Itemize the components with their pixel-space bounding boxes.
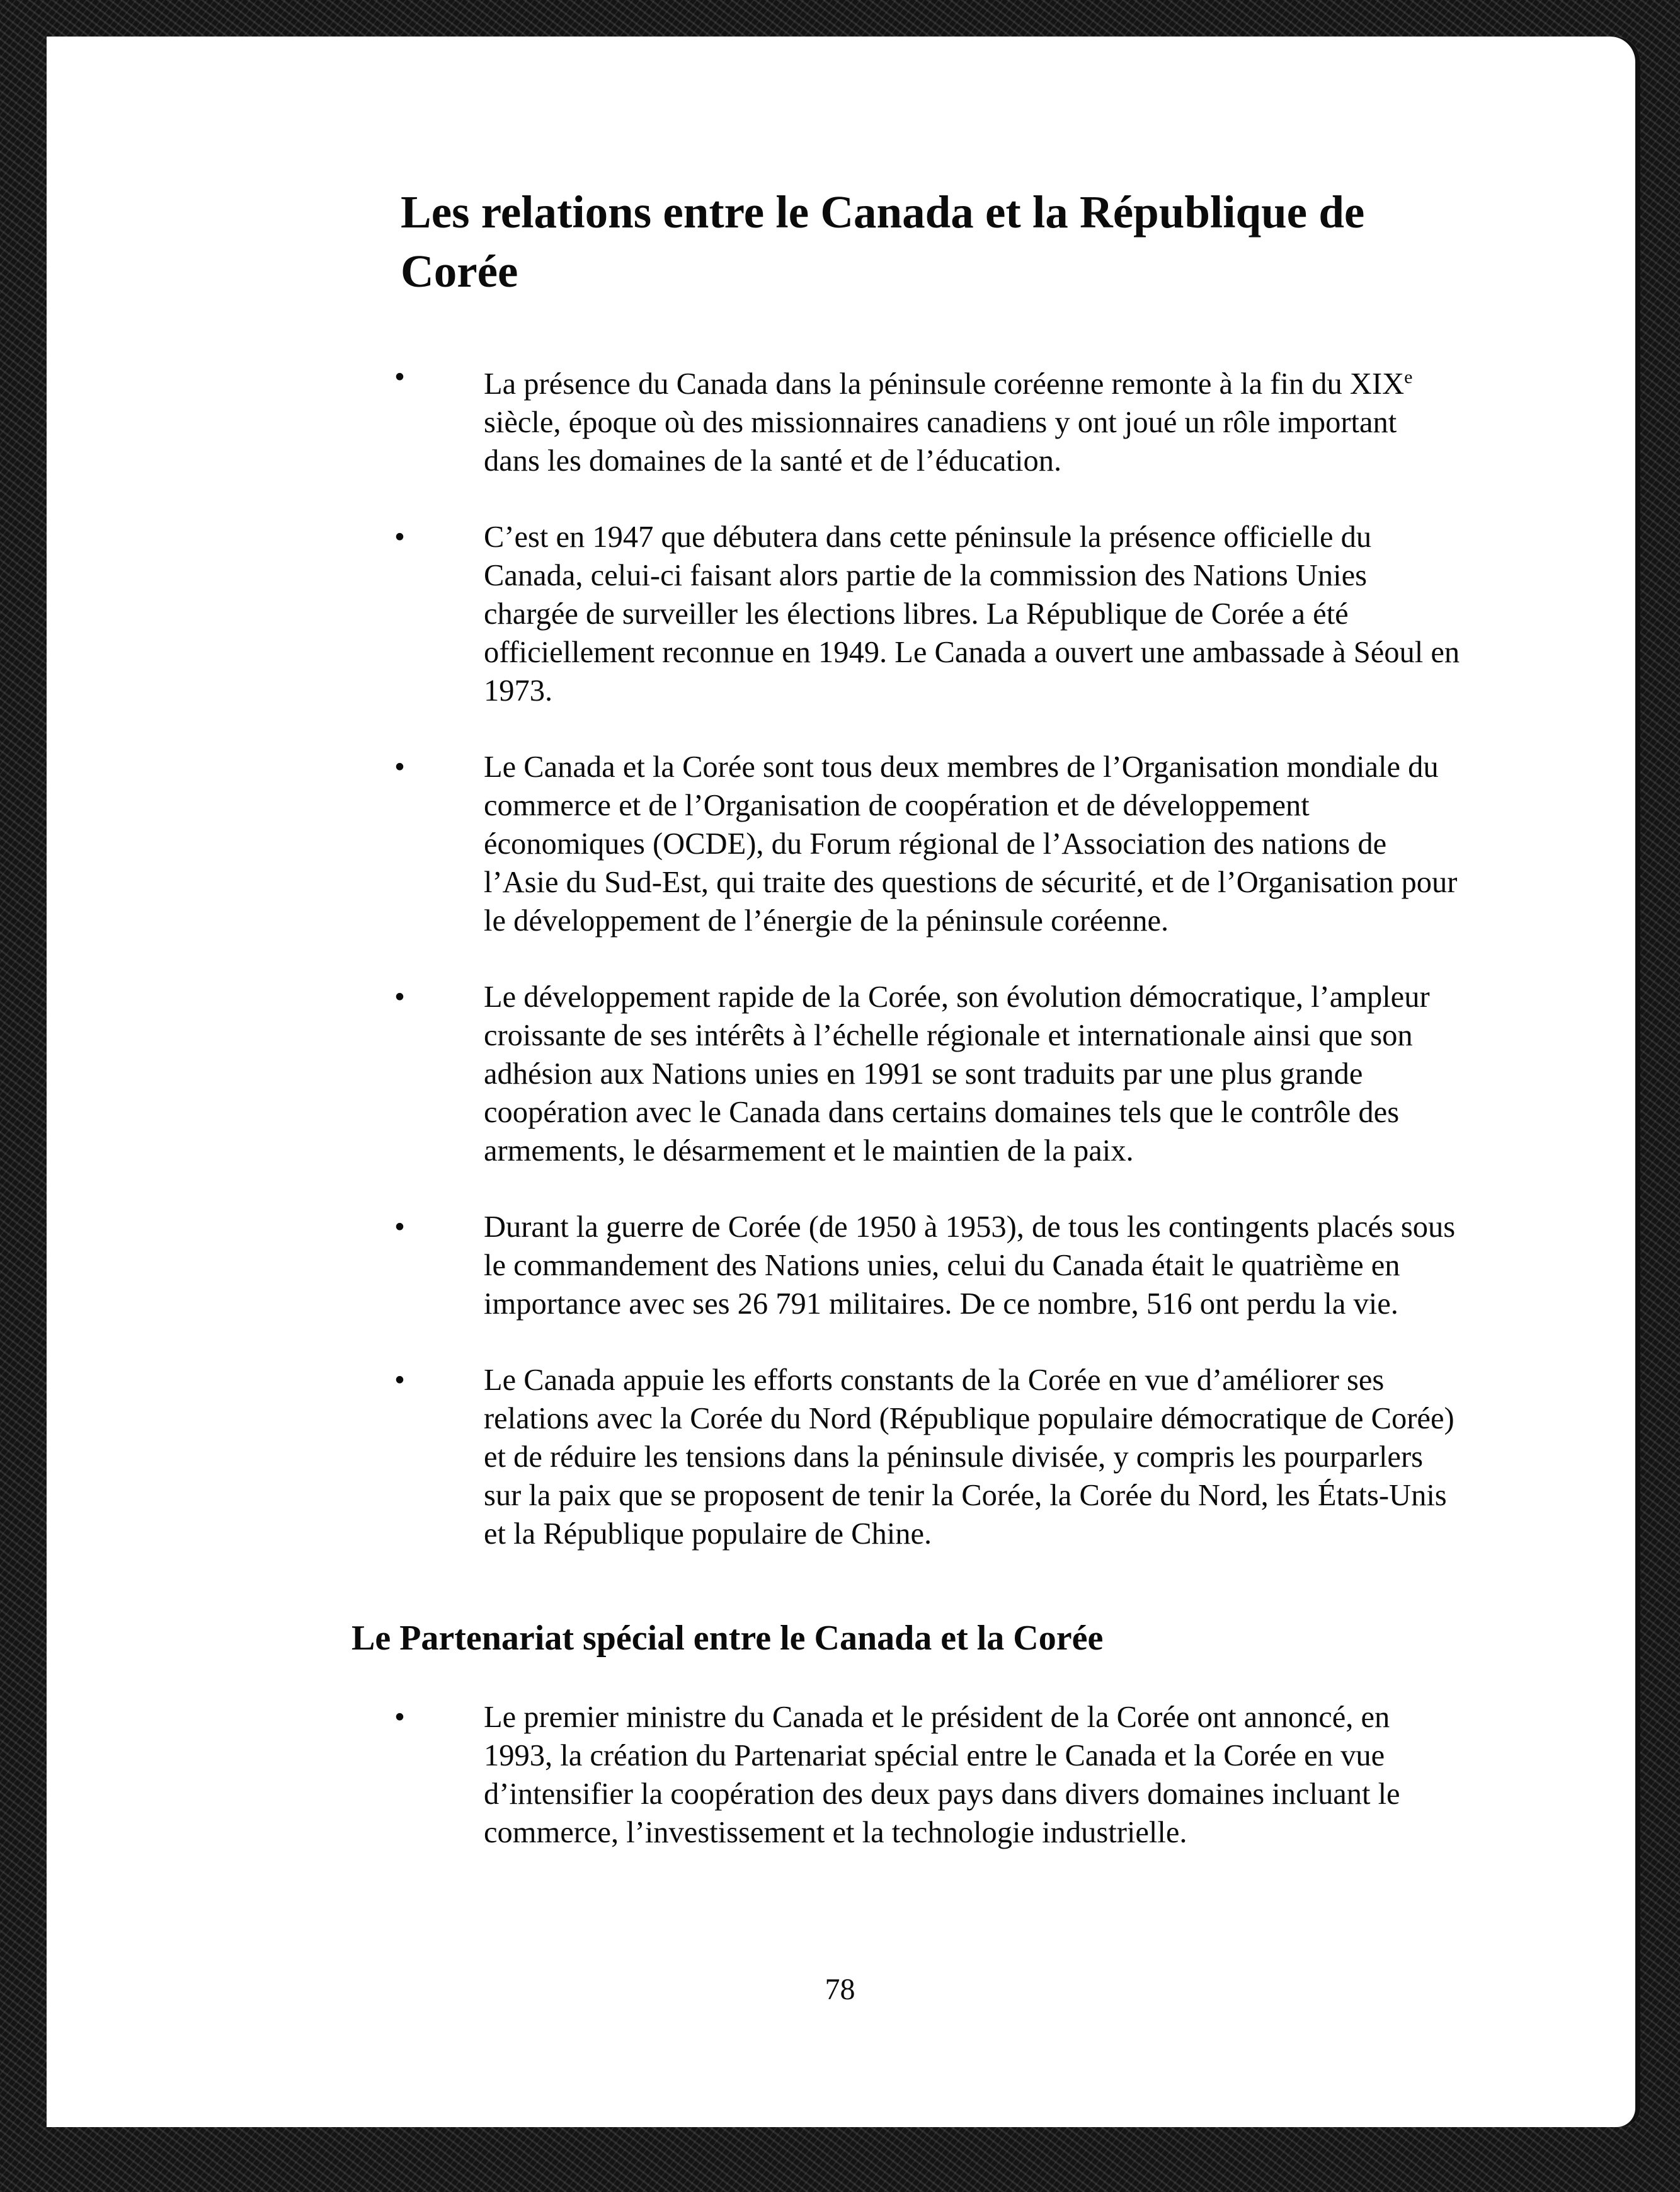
bullet-marker: • xyxy=(394,1363,405,1397)
partnership-bullet-list xyxy=(351,1698,1460,1852)
list-item xyxy=(351,518,1460,710)
page-title: Les relations entre le Canada et la République de Corée xyxy=(401,186,1365,297)
list-item xyxy=(351,1361,1460,1553)
bullet-marker: • xyxy=(394,750,405,784)
relations-bullet-list xyxy=(351,358,1460,1553)
bullet-text: Durant la guerre de Corée (de 1950 à 1953), de tous les contingents placés sous le commandement des Nations unies, celui du Canada était le quatrième en importance avec ses 26 791 militaires. De ce nombre, 516 ont perdu la vie. xyxy=(484,1210,1456,1321)
page-number: 78 xyxy=(825,1973,855,2006)
bullet-marker: • xyxy=(394,360,405,394)
list-item xyxy=(351,1208,1460,1323)
bullet-marker: • xyxy=(394,1210,405,1244)
list-item xyxy=(351,1698,1460,1852)
bullet-marker: • xyxy=(394,980,405,1014)
partnership-section xyxy=(351,1616,1460,1852)
bullet-text: Le Canada appuie les efforts constants de la Corée en vue d’améliorer ses relations avec la Corée du Nord (République populaire démocratique de Corée) et de réduire les tensions dans la péninsule divisée, y compris les pourparlers sur la paix que se proposent de tenir la Corée, la Corée du Nord, les États-Unis et la République populaire de Chine. xyxy=(484,1363,1454,1551)
superscript: e xyxy=(1404,367,1413,387)
bullet-marker: • xyxy=(394,1701,405,1735)
bullet-text: Le développement rapide de la Corée, son évolution démocratique, l’ampleur croissante de ses intérêts à l’échelle régionale et internationale ainsi que son adhésion aux Nations unies en 1991 se sont traduits par une plus grande coopération avec le Canada dans certains domaines tels que le contrôle des armements, le désarmement et le maintien de la paix. xyxy=(484,980,1430,1168)
list-item xyxy=(351,748,1460,940)
page-content xyxy=(351,183,1460,1852)
bullet-text: C’est en 1947 que débutera dans cette péninsule la présence officielle du Canada, celui-ci faisant alors partie de la commission des Nations Unies chargée de surveiller les élections libres. La République de Corée a été officiellement reconnue en 1949. Le Canada a ouvert une ambassade à Séoul en 1973. xyxy=(484,520,1460,708)
list-item xyxy=(351,358,1460,480)
bullet-marker: • xyxy=(394,520,405,554)
bullet-text-cont: siècle, époque où des missionnaires canadiens y ont joué un rôle important dans les domaines de la santé et de l’éducation. xyxy=(484,406,1397,478)
bullet-text: Le Canada et la Corée sont tous deux membres de l’Organisation mondiale du commerce et de l’Organisation de coopération et de développement économiques (OCDE), du Forum régional de l’Association des nations de l’Asie du Sud-Est, qui traite des questions de sécurité, et de l’Organisation pour le développement de l’énergie de la péninsule coréenne. xyxy=(484,750,1458,938)
section-heading: Le Partenariat spécial entre le Canada et la Corée xyxy=(351,1619,1104,1658)
list-item xyxy=(351,978,1460,1170)
bullet-text: Le premier ministre du Canada et le président de la Corée ont annoncé, en 1993, la création du Partenariat spécial entre le Canada et la Corée en vue d’intensifier la coopération des deux pays dans divers domaines incluant le commerce, l’investissement et la technologie industrielle. xyxy=(484,1701,1400,1850)
bullet-text: La présence du Canada dans la péninsule coréenne remonte à la fin du XIX xyxy=(484,367,1405,401)
